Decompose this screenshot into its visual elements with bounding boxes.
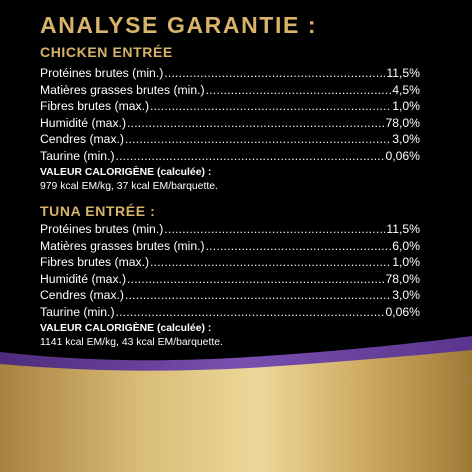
table-row [40, 287, 420, 304]
dot-leader [206, 82, 392, 99]
table-row [40, 82, 420, 99]
row-label: Humidité (max.) [40, 115, 127, 130]
dot-leader [116, 148, 385, 165]
row-label: Taurine (min.) [40, 304, 115, 319]
row-label: Cendres (max.) [40, 288, 124, 302]
row-value: 1,0% [392, 99, 420, 113]
calorie-block-chicken [40, 166, 440, 193]
row-value: 11,5% [386, 222, 420, 236]
table-row [40, 98, 420, 115]
row-value: 0,06% [385, 148, 420, 163]
dot-leader [150, 98, 391, 115]
analysis-table-chicken [40, 65, 420, 164]
row-label: Taurine (min.) [40, 148, 115, 163]
page-title: ANALYSE GARANTIE : [40, 12, 318, 38]
analysis-table-tuna [40, 221, 420, 320]
calorie-value: 979 kcal EM/kg, 37 kcal EM/barquette. [40, 180, 218, 192]
table-row [40, 148, 420, 165]
dot-leader [127, 271, 384, 288]
table-row [40, 304, 420, 321]
dot-leader [127, 115, 384, 132]
row-value: 11,5% [386, 66, 420, 80]
row-value: 78,0% [385, 115, 420, 130]
table-row [40, 254, 420, 271]
row-label: Fibres brutes (max.) [40, 255, 150, 269]
dot-leader [125, 287, 391, 304]
row-value: 78,0% [385, 271, 420, 286]
dot-leader [164, 221, 385, 238]
row-label: Cendres (max.) [40, 132, 124, 146]
row-label: Protéines brutes (min.) [40, 66, 164, 80]
calorie-value: 1141 kcal EM/kg, 43 kcal EM/barquette. [40, 336, 223, 348]
row-value: 6,0% [392, 238, 420, 253]
table-row [40, 115, 420, 132]
row-label: Matières grasses brutes (min.) [40, 238, 205, 253]
row-label: Protéines brutes (min.) [40, 222, 164, 236]
calorie-title: VALEUR CALORIGÈNE (calculée) : [40, 167, 212, 178]
dot-leader [206, 238, 392, 255]
dot-leader [116, 304, 385, 321]
table-row [40, 238, 420, 255]
dot-leader [150, 254, 391, 271]
row-label: Fibres brutes (max.) [40, 99, 150, 113]
row-label: Humidité (max.) [40, 271, 127, 286]
table-row [40, 131, 420, 148]
row-label: Matières grasses brutes (min.) [40, 82, 205, 97]
table-row [40, 65, 420, 82]
calorie-title: VALEUR CALORIGÈNE (calculée) : [40, 323, 212, 334]
table-row [40, 221, 420, 238]
row-value: 1,0% [392, 255, 420, 269]
dot-leader [125, 131, 391, 148]
row-value: 4,5% [392, 82, 420, 97]
row-value: 0,06% [385, 304, 420, 319]
section-heading-tuna: TUNA ENTRÉE : [40, 203, 156, 219]
dot-leader [164, 65, 385, 82]
calorie-block-tuna [40, 322, 440, 349]
section-heading-chicken: CHICKEN ENTRÉE [40, 44, 173, 60]
table-row [40, 271, 420, 288]
row-value: 3,0% [392, 288, 420, 302]
row-value: 3,0% [392, 132, 420, 146]
